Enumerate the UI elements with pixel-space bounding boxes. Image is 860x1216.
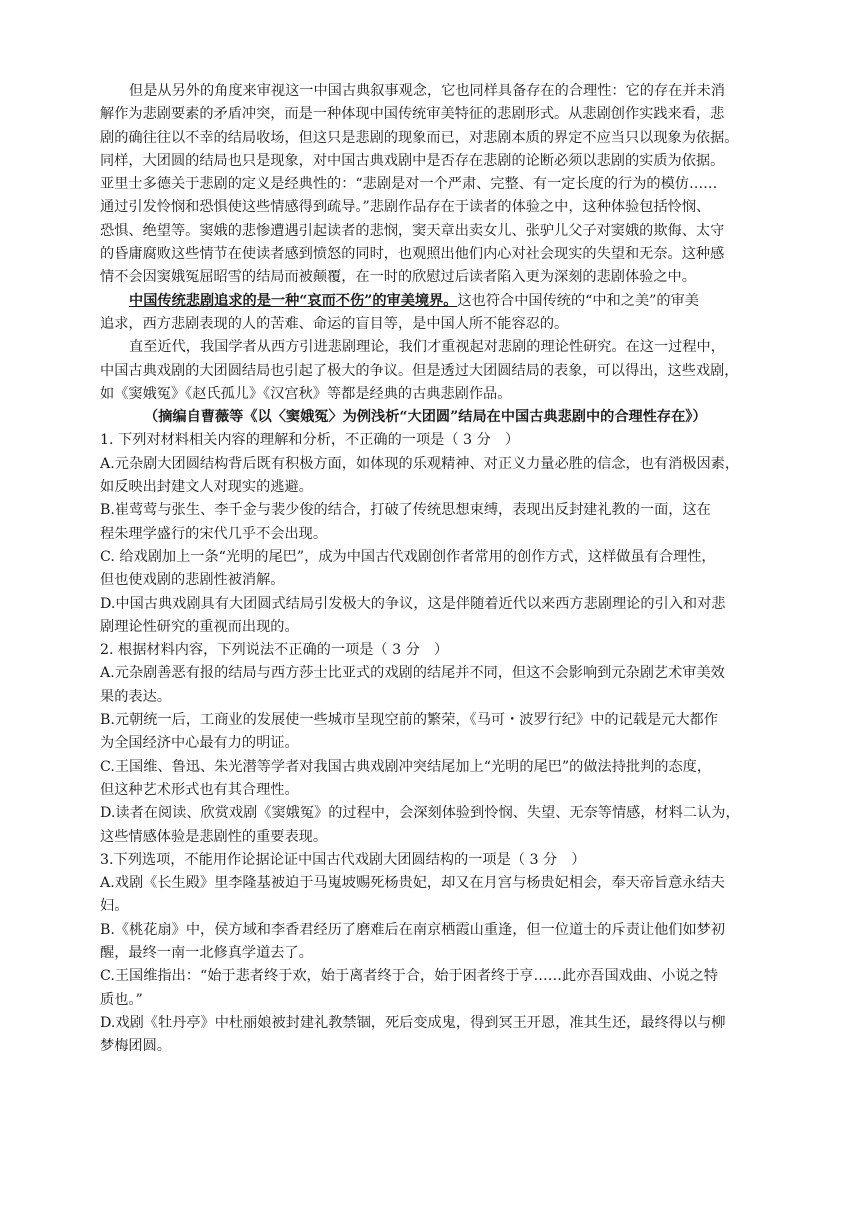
source-citation: （摘编自曹薇等《以〈窦娥冤〉为例浅析“大团圆”结局在中国古典悲剧中的合理性存在》） [144, 409, 707, 426]
option-line: A.元杂剧善恶有报的结局与西方莎士比亚式的戏剧的结尾并不同，但这不会影响到元杂剧艺术审美效 [100, 665, 725, 682]
text-line: 解作为悲剧要素的矛盾冲突，而是一种体现中国传统审美特征的悲剧形式。从悲剧创作实践来看，悲 [100, 106, 725, 123]
option-c[interactable] [100, 965, 770, 1012]
option-d[interactable] [100, 802, 770, 849]
option-b[interactable] [100, 919, 770, 966]
text-line [100, 290, 770, 313]
text-line: 如《窦娥冤》《赵氏孤儿》《汉宫秋》等都是经典的古典悲剧作品。 [100, 385, 512, 402]
option-line: 这些情感体验是悲剧性的重要表现。 [100, 828, 328, 845]
text-line: 剧的确往往以不幸的结局收场，但这只是悲剧的现象而已，对悲剧本质的界定不应当只以现象为依据。 [100, 129, 739, 146]
text-span: 这也符合中国传统的“中和之美”的审美 [457, 292, 699, 309]
option-line: 为全国经济中心最有力的明证。 [100, 735, 299, 752]
option-line: C.王国维、鲁迅、朱光潜等学者对我国古典戏剧冲突结尾加上“光明的尾巴”的做法持批判的态度， [100, 758, 712, 775]
option-line: C.王国维指出：“始于悲者终于欢，始于离者终于合，始于困者终于亨……此亦吾国戏曲、小说之特 [100, 968, 718, 985]
option-a[interactable] [100, 872, 770, 919]
option-line: B.崔莺莺与张生、李千金与裴少俊的结合，打破了传统思想束缚，表现出反封建礼教的一面，这在 [100, 502, 711, 519]
question-2 [100, 639, 770, 849]
text-line: 恐惧、绝望等。窦娥的悲惨遭遇引起读者的悲悯，窦天章出卖女儿、张驴儿父子对窦娥的欺侮、太守 [100, 222, 725, 239]
paragraph-2 [100, 290, 770, 337]
option-a[interactable] [100, 662, 770, 709]
question-stem: 2. 根据材料内容，下列说法不正确的一项是（ 3 分 ） [100, 642, 449, 659]
option-line: D.戏剧《牡丹亭》中杜丽娘被封建礼教禁锢，死后变成鬼，得到冥王开恩，准其生还，最终得以与柳 [100, 1014, 726, 1031]
option-b[interactable] [100, 499, 770, 546]
option-c[interactable] [100, 546, 770, 593]
option-line: B.《桃花扇》中，侯方域和李香君经历了磨难后在南京栖霞山重逢，但一位道士的斥责让他们如梦初 [100, 921, 726, 938]
option-line: 剧理论性研究的重视而出现的。 [100, 618, 299, 635]
text-line: 的昏庸腐败这些情节在使读者感到愤怒的同时，也观照出他们内心对社会现实的失望和无奈。这种感 [100, 246, 725, 263]
option-c[interactable] [100, 756, 770, 803]
option-b[interactable] [100, 709, 770, 756]
option-line: D.中国古典戏剧具有大团圆式结局引发极大的争议，这是伴随着近代以来西方悲剧理论的引入和对悲 [100, 595, 726, 612]
option-line: 但这种艺术形式也有其合理性。 [100, 781, 299, 798]
question-stem: 1. 下列对材料相关内容的理解和分析，不正确的一项是（ 3 分 ） [100, 432, 520, 449]
option-line: 醒，最终一南一北修真学道去了。 [100, 944, 313, 961]
text-line: 中国古典戏剧的大团圆结局也引起了极大的争议。但是透过大团圆结局的表象，可以得出，这些戏剧， [100, 362, 739, 379]
option-line: D.读者在阅读、欣赏戏剧《窦娥冤》的过程中，会深刻体验到怜悯、失望、无奈等情感，材料二认为， [100, 805, 740, 822]
question-stem: 3.下列选项，不能用作论据论证中国古代戏剧大团圆结构的一项是（ 3 分 ） [100, 851, 586, 868]
option-line: B.元朝统一后，工商业的发展使一些城市呈现空前的繁荣，《马可・波罗行纪》中的记载是元大都作 [100, 712, 718, 729]
option-line: 果的表达。 [100, 688, 171, 705]
option-line: 妇。 [100, 898, 129, 915]
question-3 [100, 849, 770, 1059]
paragraph-3 [100, 336, 770, 406]
option-line: 程朱理学盛行的宋代几乎不会出现。 [100, 525, 328, 542]
option-line: 质也。” [100, 991, 143, 1008]
option-a[interactable] [100, 453, 770, 500]
option-line: C. 给戏剧加上一条“光明的尾巴”，成为中国古代戏剧创作者常用的创作方式，这样做虽有合理性， [100, 548, 716, 565]
option-line: A.戏剧《长生殿》里李隆基被迫于马嵬坡赐死杨贵妃，却又在月宫与杨贵妃相会，奉天帝旨意永结夫 [100, 875, 725, 892]
text-line: 直至近代，我国学者从西方引进悲剧理论，我们才重视起对悲剧的理论性研究。在这一过程中， [129, 339, 725, 356]
text-line: 但是从另外的角度来审视这一中国古典叙事观念，它也同样具备存在的合理性：它的存在并未消 [129, 83, 725, 99]
text-line: 情不会因窦娥冤屈昭雪的结局而被颠覆，在一时的欣慰过后读者陷入更为深刻的悲剧体验之中。 [100, 269, 696, 286]
key-sentence: 中国传统悲剧追求的是一种“哀而不伤”的审美境界。 [129, 292, 458, 309]
text-line: 通过引发怜悯和恐惧使这些情感得到疏导。”悲剧作品存在于读者的体验之中，这种体验包括怜悯、 [100, 199, 711, 216]
paragraph-1 [100, 80, 770, 290]
text-line: 追求，西方悲剧表现的人的苦难、命运的盲目等，是中国人所不能容忍的。 [100, 315, 569, 332]
option-d[interactable] [100, 593, 770, 640]
option-line: 如反映出封建文人对现实的逃避。 [100, 479, 313, 496]
question-1 [100, 429, 770, 639]
option-line: 梦梅团圆。 [100, 1038, 171, 1055]
text-line: 亚里士多德关于悲剧的定义是经典性的：“悲剧是对一个严肃、完整、有一定长度的行为的模仿…… [100, 176, 718, 193]
option-line: A.元杂剧大团圆结构背后既有积极方面，如体现的乐观精神、对正义力量必胜的信念，也有消极因素， [100, 455, 740, 472]
option-line: 但也使戏剧的悲剧性被消解。 [100, 572, 285, 589]
text-line: 同样，大团圆的结局也只是现象，对中国古典戏剧中是否存在悲剧的论断必须以悲剧的实质为依据。 [100, 152, 725, 169]
option-d[interactable] [100, 1012, 770, 1059]
